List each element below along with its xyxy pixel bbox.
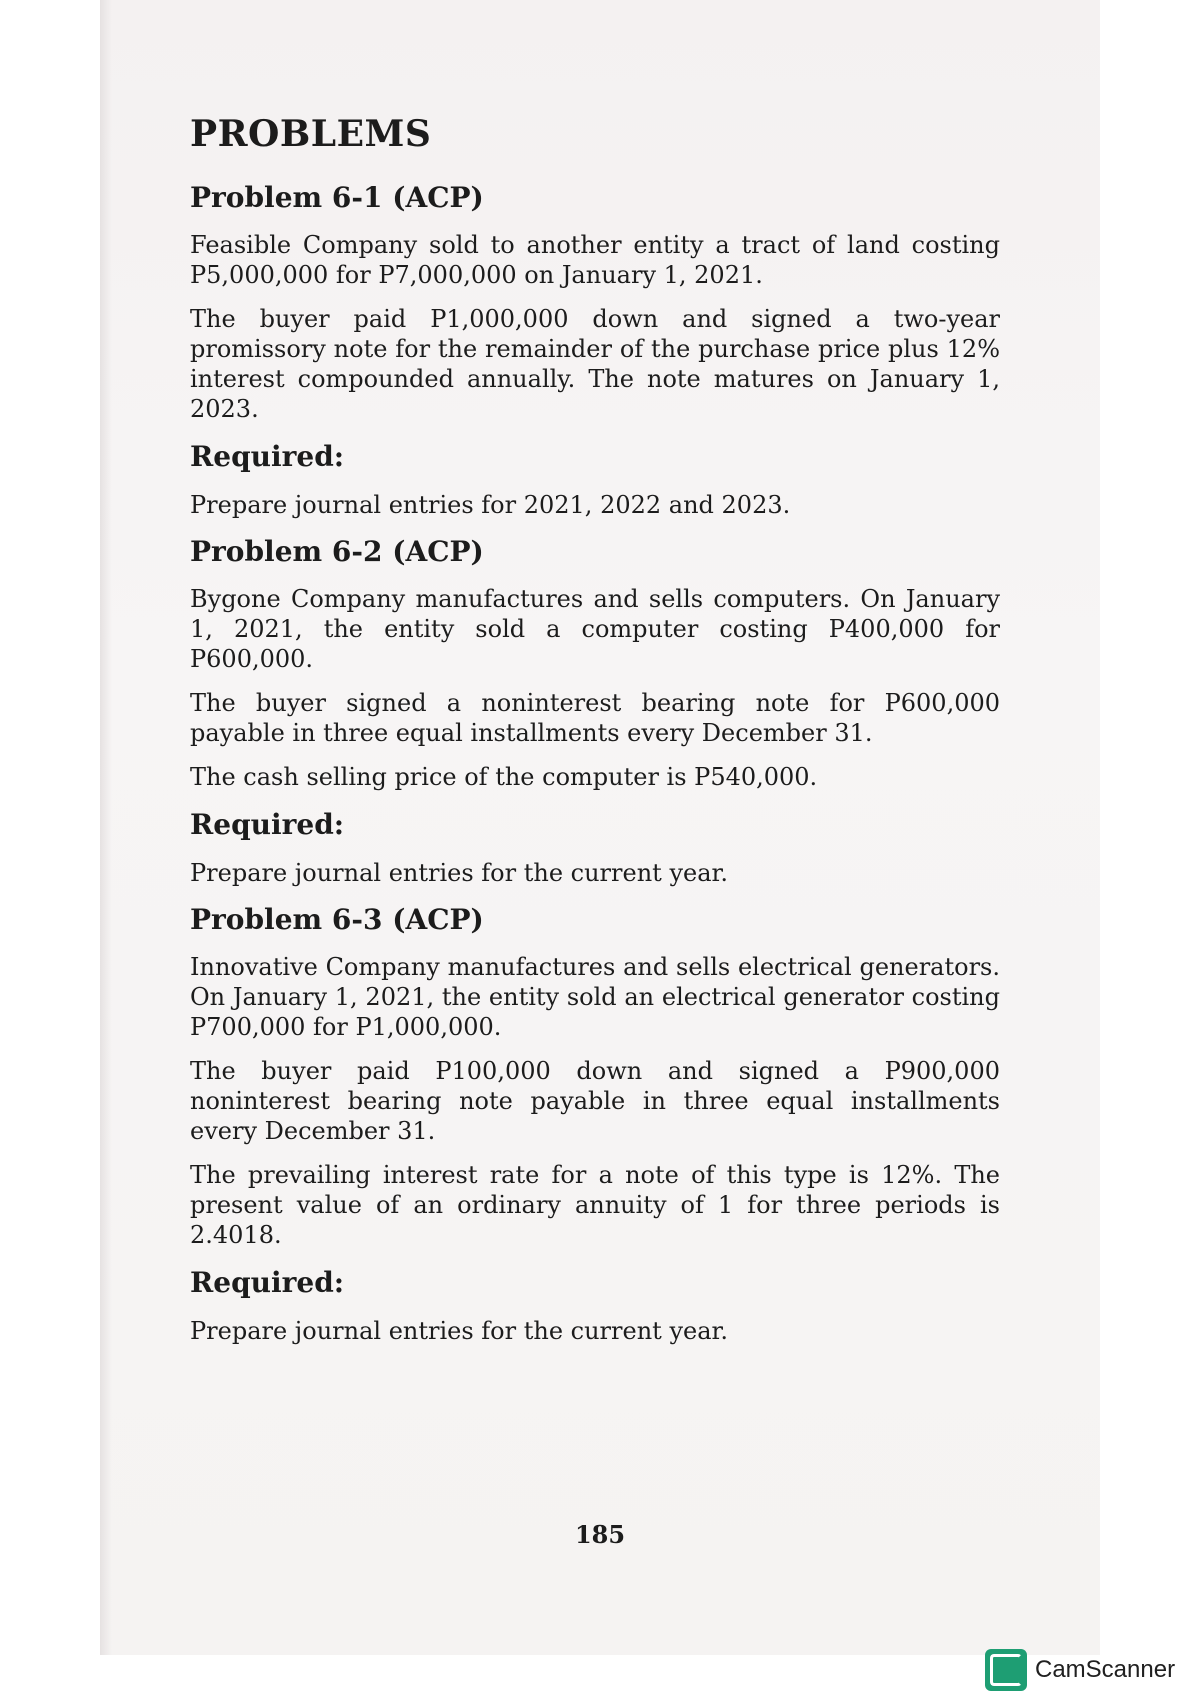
problem-paragraph: The cash selling price of the computer is P540,000. [190, 763, 818, 791]
problem-paragraph: The buyer paid P1,000,000 down and signed a two-year promissory note for the remainder of the purchase price plus 12% interest compounded annually. The note matures on January 1, 2023. [190, 305, 1000, 423]
required-heading: Required: [190, 808, 345, 841]
required-heading: Required: [190, 1266, 345, 1299]
section-title: PROBLEMS [190, 113, 432, 155]
problem-paragraph: Bygone Company manufactures and sells computers. On January 1, 2021, the entity sold a computer costing P400,000 for P600,000. [190, 585, 1000, 673]
page-shadow-edge [100, 0, 112, 1655]
camscanner-logo-icon [985, 1649, 1027, 1691]
problem-paragraph: The buyer paid P100,000 down and signed a P900,000 noninterest bearing note payable in three equal installments every December 31. [190, 1057, 1000, 1145]
problem-paragraph: Feasible Company sold to another entity a tract of land costing P5,000,000 for P7,000,000 on January 1, 2021. [190, 231, 1000, 289]
required-text: Prepare journal entries for the current year. [190, 859, 728, 887]
problem-heading: Problem 6-3 (ACP) [190, 903, 484, 936]
problem-paragraph: Innovative Company manufactures and sells electrical generators. On January 1, 2021, the entity sold an electrical generator costing P700,000 for P1,000,000. [190, 953, 1000, 1041]
problem-paragraph: The prevailing interest rate for a note of this type is 12%. The present value of an ordinary annuity of 1 for three periods is 2.4018. [190, 1161, 1000, 1249]
camscanner-brand-text: CamScanner [1035, 1656, 1176, 1683]
problem-heading: Problem 6-1 (ACP) [190, 181, 484, 214]
required-heading: Required: [190, 440, 345, 473]
required-text: Prepare journal entries for the current year. [190, 1317, 728, 1345]
problem-heading: Problem 6-2 (ACP) [190, 535, 484, 568]
page-content [190, 110, 1000, 1346]
page-number: 185 [574, 1520, 626, 1549]
required-text: Prepare journal entries for 2021, 2022 and 2023. [190, 491, 791, 519]
camscanner-watermark [985, 1648, 1175, 1692]
problem-paragraph: The buyer signed a noninterest bearing note for P600,000 payable in three equal installments every December 31. [190, 689, 1000, 747]
